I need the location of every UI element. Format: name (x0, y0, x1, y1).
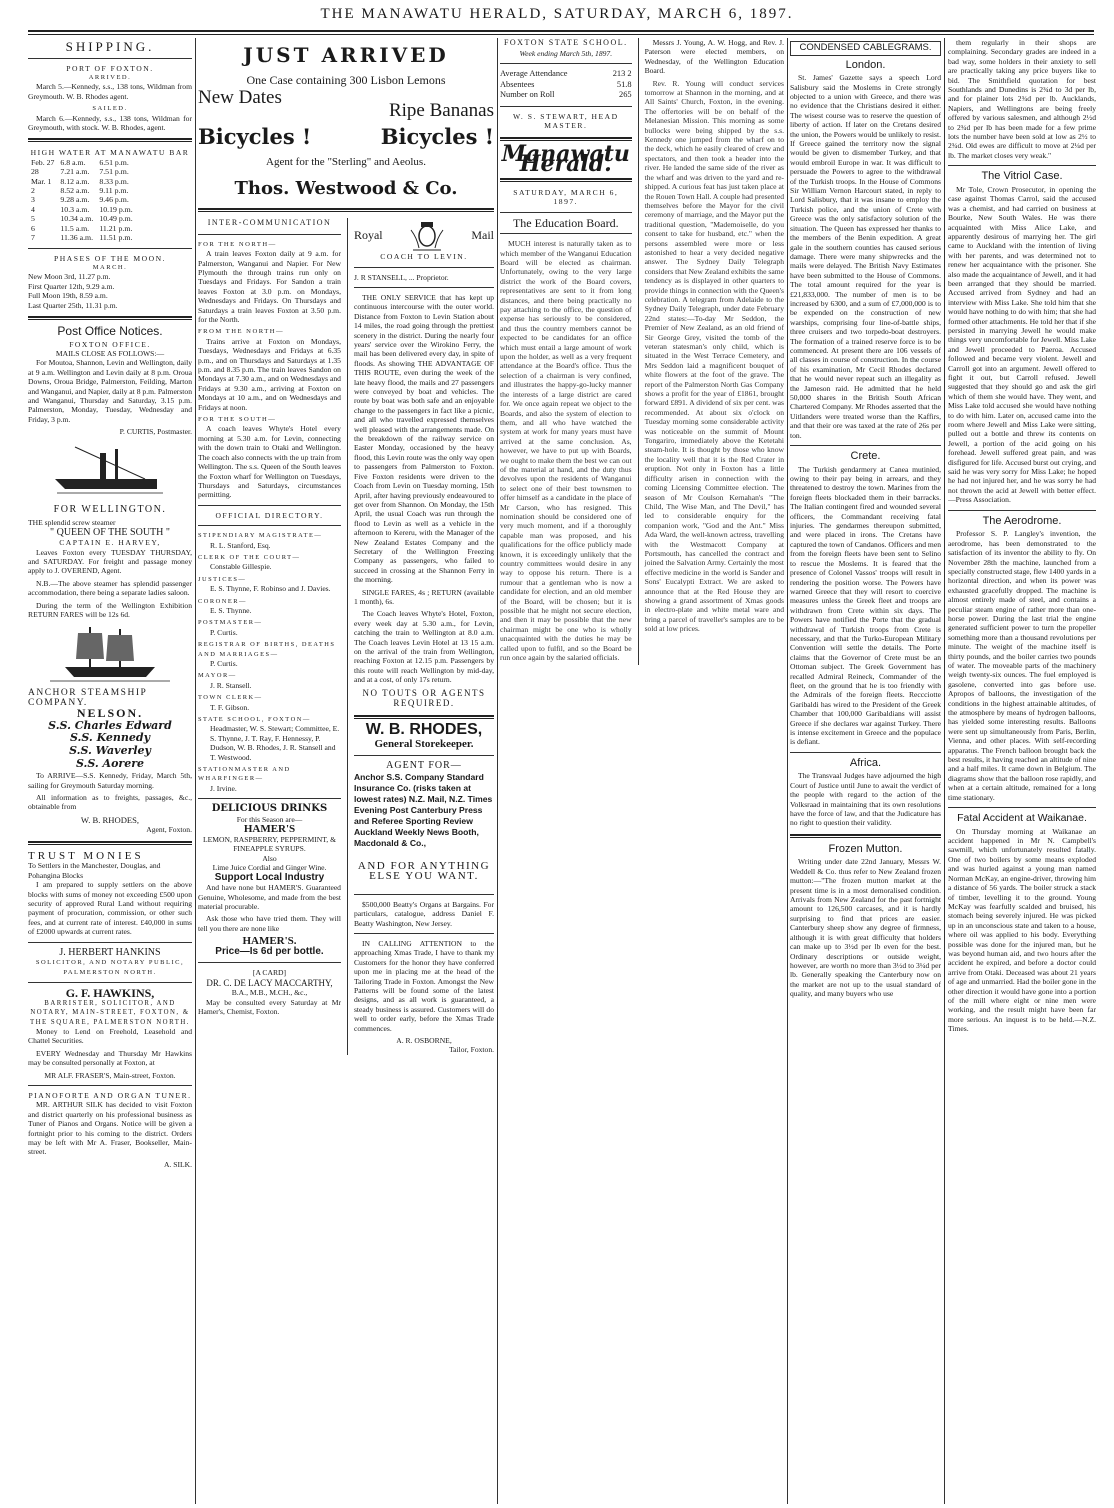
bicycles-row (198, 124, 494, 150)
arrived-heading: ARRIVED. (88, 74, 132, 81)
wb-rhodes-name: W. B. RHODES, (365, 720, 483, 738)
directory-role: REGISTRAR OF BIRTHS, DEATHS AND MARRIAGES— (198, 641, 336, 658)
intercom-title: INTER-COMMUNICATION (207, 218, 332, 228)
captain: CAPTAIN E. HARVEY, (59, 538, 161, 548)
beatty-ad: $500,000 Beatty's Organs at Bargains. For particulars, catalogue, address Daniel F. Beatty Washington, New Jersey. (353, 899, 494, 928)
tide-cell: 11.51 p.m. (99, 233, 133, 243)
tide-row (28, 167, 136, 176)
directory-holder: P. Curtis. (210, 659, 238, 668)
directory-holder: J. Irvine. (210, 783, 237, 793)
column-rule (787, 38, 788, 1504)
fraser-address: MR ALF. FRASER'S, Main-street, Foxton. (44, 1070, 176, 1080)
inner-rule (638, 38, 639, 665)
drinks-title: DELICIOUS DRINKS (211, 803, 328, 815)
lemons-line: One Case containing 300 Lisbon Lemons (246, 72, 446, 87)
mutton-text: Writing under date 22nd January, Messrs W. Weddell & Co. thus refer to New Zealand frozen mutton:—"The frozen mutton market at the present time is in a most demoralised condition. Arrivals from New Zealand for the past fortnight amount to 126,500 carcases, and it is hardly surprising to find that prices are easier. Canterbury sheep show any degree of firmness, although it is with great difficulty that holders can make up to 3½d per lb even for the best. Ordinary descriptions or outside weight, however, are worth no more than 3½d to 3¼d per lb. Generally speaking the Canterbury now on the market are not up to the usual standard of quality, and many buyers who use (790, 857, 941, 999)
coach-text-2: The Coach leaves Whyte's Hotel, Foxton, every week day at 5.30 a.m., for Levin, catching the train to Wellington at 8.0 a.m. The Coach leaves Levin Hotel at 13 15 a.m. on the arrival of the train from Wellington, reaching Foxton at 12.15 p.m. Passengers by this route will reach Wellington by mid-day, and at a cost, of only 17s return. (353, 609, 494, 685)
tide-cell: 9.28 a.m. (60, 195, 90, 205)
south-text: A coach leaves Whyte's Hotel every morning at 5.30 a.m. for Levin, connecting with the down train to Otaki and Wellington. The coach also connects with the up train from Wellington. The s.s. Queen of the South leaves the Foxton wharf for Wellington on Tuesdays, Thursdays and Saturdays, circumstances permitting. (198, 424, 341, 500)
tide-cell: 6.51 p.m. (99, 157, 129, 167)
anchor-nelson: NELSON. (76, 706, 144, 721)
steamer-text: Leaves Foxton every TUESDAY THURSDAY, and SATURDAY. For freight and passage money apply to J. OVEREND, Agent. (28, 547, 192, 576)
tide-cell: 8.33 p.m. (99, 176, 129, 186)
school-stat-row (500, 90, 632, 101)
directory-holder: P. Curtis. (210, 627, 238, 637)
mail-label: Mail (471, 227, 494, 242)
school-week: Week ending March 5th, 1897. (519, 48, 613, 58)
osborne-tailor: Tailor, Foxton. (449, 1045, 494, 1055)
anchor-title: ANCHOR STEAMSHIP COMPANY. (28, 688, 147, 708)
directory-holder: R. L. Stanford, Esq. (210, 540, 271, 550)
masthead-title: THE MANAWATU HERALD, SATURDAY, MARCH 6, 1897. (320, 6, 794, 22)
local-text: Rev. R. Young will conduct services tomorrow at Shannon in the morning, and at All Saints' Church, Foxton, in the evening. The offertories will be on behalf of the Melanesian Mission. This morning as some bullocks were being shipped by the s.s. Kennedy one jumped from the wharf on to the deck, which he easily cleared of crew and spectators, and then took a header into the river. He landed the same side of the river as the wharf and was driven to the yard and re-shipped. A curious feat has just taken place at the Rouen Town Hall. A couple had presented themselves before the Mayor for the civil ceremony of marriage, and the Mayor put the traditional question, "Mademoiselle, do you consent to take for husband, etc." when the persons assembled were more or less astonished to hear a very decided negative answer. The Sydney Daily Telegraph considers that New Zealand exhibits the same tendency as is displayed in other quarters to provide things in connection with the Queen's celebration. A telegram from Adelaide to the Sydney Daily Telegraph, under date February 22nd states:—To-day Mr Seddon, the Premier of New Zealand, as an old friend of Sir George Grey, visited the tomb of the veteran statesman's only child, which is situated in the West Terrace Cemetery, and Mrs Seddon laid a magnificent bouquet of white flowers at the foot of the grave. The report of the Palmerston North Gas Company shows a profit for the year of £1861, brought forward £891. A dividend of six per cent. was recommended. At about six o'clock on Tuesday morning some considerable activity was noticeable on the summit of Mount Tongariro, immediately above the Ketetahi steam-hole. It is thought by those who know the locality well that it is the Red Crater in eruption. Not only in Foxton has a little difficulty arisen in connection with the coming Licensing Committee election. The season of Mr Coulson Kernahan's "The Child, The Wise Man, and The Devil," has led to considerable enquiry for the companion work, "God and the Ant." Miss Ada Ward, the well-known actress, travelling with the Westmacott Company at Portsmouth, has cancelled the contract and joined the Salvation Army. Certainly the most effective medicine in the world is Sander and Sons' Eucalypti Extract. We are asked to announce that at the Red House they are showing a grand assortment of Xmas goods in electro-plate and white metal ware and bring a parcel of traveller's samples are to be sold at low prices. (644, 78, 784, 634)
anchor-agent: Agent, Foxton. (146, 825, 192, 835)
tide-row (28, 186, 136, 195)
moon-phase: First Quarter 12th, 9.29 a.m. (28, 281, 115, 291)
directory-role: STIPENDIARY MAGISTRATE— (198, 532, 323, 540)
new-dates: New Dates (198, 87, 282, 109)
storekeeper: General Storekeeper. (374, 738, 474, 751)
directory-holder: J. R. Stansell. (210, 680, 252, 690)
tide-row (28, 233, 136, 242)
col2-right (354, 218, 494, 1055)
col2-split (198, 218, 494, 1055)
royal-crest-icon (407, 218, 447, 252)
school-stats (500, 69, 632, 101)
mails-text: For Moutoa, Shannon, Levin and Wellington, daily at 9 a.m. Wellington and Levin daily at 8 p.m. Oroua Downs, Oroua Bridge, Palmerston, Feilding, Marton and Wanganui, and Napier, daily at 8 p.m. Palmerston and Wanganui, Thursday and Saturday, 3.15 p.m. Palmerston, Monday, Tuesday, Wednesday and Friday, 3 p.m. (28, 358, 192, 424)
agencies: Anchor S.S. Company Standard Insurance Co. (risks taken at lowest rates) N.Z. Mail, N.Z. Times Evening Post Canterbury Press and Referee Sporting Review Auckland Weekly News Booth, Macdonald & Co., (353, 771, 493, 848)
column-rule (195, 38, 196, 1504)
tide-cell: 7 (31, 233, 35, 243)
ship-name: S.S. Aorere (75, 756, 145, 770)
column-rule (944, 38, 945, 1504)
school-headmaster: W. S. STEWART, HEAD MASTER. (512, 111, 619, 131)
bicycles-left: Bicycles ! (198, 124, 312, 150)
col3-top (500, 38, 784, 665)
moon-list (28, 272, 192, 310)
directory-holder: E. S. Thynne. (210, 605, 252, 615)
hawkins-sub: BARRISTER, SOLICITOR, AND NOTARY, MAIN-STREET, FOXTON, & THE SQUARE, PALMERSTON NORTH. (30, 999, 190, 1026)
tide-row (28, 177, 136, 186)
tide-cell: 9.11 p.m. (99, 186, 129, 196)
doctor-name: DR. C. DE LACY MACCARTHY, (206, 977, 333, 988)
ask-text: Ask those who have tried them. They will tell you there are none like (198, 914, 341, 933)
directory-holder: Headmaster, W. S. Stewart; Committee, E. S. Thynne, J. T. Ray, F. Hennessy, P. Dudson, W. B. Rhodes, J. R. Stansell and T. Westwood. (210, 724, 340, 762)
mutton-heading: Frozen Mutton. (828, 842, 903, 855)
hankins-sub: SOLICITOR, AND NOTARY PUBLIC, PALMERSTON NORTH. (35, 959, 185, 976)
tide-cell: Mar. 1 (31, 176, 52, 186)
school-stat-row (500, 69, 632, 80)
cables-title: CONDENSED CABLEGRAMS. (790, 41, 941, 56)
tide-title: HIGH WATER AT MANAWATU BAR (30, 148, 190, 158)
agent-for: AGENT FOR— (386, 760, 462, 771)
card-label: [A CARD] (252, 968, 287, 978)
tide-cell: 3 (31, 195, 35, 205)
inner-rule (347, 218, 348, 1055)
directory-role: JUSTICES— (198, 575, 247, 583)
tide-table (28, 158, 136, 243)
board-text: MUCH interest is naturally taken as to which member of the Wanganui Education Board will be elected as chairman. Unfortunately, owing to the very large district the work of the Board covers, representatives are sent to it from long distances, and there being practically no pay attaching to the office, the question of expense has seriously to be considered, and thus the country members cannot be expected to be candidates for an office which must entail a large amount of work upon the holder, as well as a very frequent attendance at the Board's office. Thus the selection of a chairman is very confined, and illustrates the happy-go-lucky manner the interests of a large district are cared for. We once again repeat we object to the Boards, and also the system of election to them, and all who have watched the system at work for many years must have arrived at the same conclusion. As, however, we have to put up with Boards, we ought to make them the best we can out of the material at hand, and the duty thus devolves upon the residents of Wanganui to select one of their best townsmen to offer himself as a candidate in the place of Mr Carson, who has resigned. This nomination should be considered one of very much moment, and if a thoroughly capable man was proposed, and his qualifications for the office publicly made known, it is exceedingly unlikely that the country committees would desire in any way to oppose his return. There is a rumour that a gentleman who is now a candidate for election, and an old member of the Board, will be chosen; but it is possible that he might not secure election, and then it may be possible that the new chairman might be one who is wholly unacquainted with the duties he may be called upon to fulfil, and so the Board be run once again by the salaried officials. (500, 239, 632, 663)
masthead-rule (28, 30, 1094, 35)
port-heading: PORT OF FOXTON. (66, 63, 154, 73)
tide-row (28, 224, 136, 233)
post-office-title: Post Office Notices. (57, 323, 163, 338)
directory-role: MAYOR— (198, 672, 237, 680)
tide-cell: 7.51 p.m. (99, 167, 129, 177)
directory-role: POSTMASTER— (198, 619, 263, 627)
anchor-text: To ARRIVE—S.S. Kennedy, Friday, March 5th, sailing for Greymouth Saturday morning. (28, 771, 192, 790)
tide-cell: Feb. 27 (31, 157, 55, 167)
hawkins-wed: EVERY Wednesday and Thursday Mr Hawkins may be consulted personally at Foxton, at (28, 1048, 192, 1068)
silk-signature: A. SILK. (163, 1159, 192, 1169)
bicycle-agent: Agent for the "Sterling" and Aeolus. (266, 155, 426, 168)
stat-value: 213 2 (612, 69, 632, 78)
london-heading: London. (845, 58, 886, 71)
bicycles-right: Bicycles ! (380, 124, 494, 150)
moon-phase: Last Quarter 25th, 11.31 p.m. (28, 300, 118, 310)
steamer-line: THE splendid screw steamer (28, 518, 116, 528)
school-stat-row (500, 80, 632, 91)
tide-cell: 6 (31, 223, 35, 233)
crete-heading: Crete. (850, 450, 881, 463)
trust-sub: To Settlers in the Manchester, Douglas, and Pohangina Blocks (28, 861, 161, 880)
ship-name: S.S. Charles Edward (48, 718, 172, 732)
piano-title: PIANOFORTE AND ORGAN TUNER. (28, 1090, 192, 1100)
sailed-text: March 6.—Kennedy, s.s., 138 tons, Wildman for Greymouth, with stock. W. B. Rhodes, agent. (28, 113, 192, 133)
royal-label: Royal (353, 227, 383, 242)
fatal-text: On Thursday morning at Waikanae an accident happened in Mr N. Campbell's sawmill, which unfortunately resulted fatally. One of two boilers by some means exploded and was hurled against a young man named Norman McKay, an engine-driver, throwing him a distance of 56 yards. The boiler struck a stack of timber, levelling it to the ground. Young McKay was fearfully scalded and bruised, his stomach being severely injured. He was picked up in an unconscious state and taken to a house, where oil was applied to his body. Everything possible was done for the injured man, but he was beyond human aid, and two hours after the accident he expired, and before a doctor could arrive from Otaki. Deceased was about 21 years of age and unmarried. Had the boiler gone in the other direction it would have gone into a portion of the mill where eight or nine men were working, and the result might have been far more serious. An inquest is to be held.—N.Z. Times. (948, 826, 1096, 1034)
trust-text: I am prepared to supply settlers on the above blocks with sums of money not exceeding £500 upon security of approved Rural Land without requiring payment of procuration, commission, or other such fees, and at current rate of interest. £40,000 in sums of £2000 upwards at current rates. (28, 880, 192, 937)
for-north: FOR THE NORTH— (198, 240, 277, 248)
anchor-rhodes: W. B. RHODES, (80, 814, 140, 825)
column-4 (790, 38, 941, 1504)
no-touts: NO TOUTS OR AGENTS REQUIRED. (362, 687, 486, 709)
steamer-nb: N.B.—The above steamer has splendid passenger accommodation, there being a separate ladies saloon. (28, 578, 192, 598)
fatal-heading: Fatal Accident at Waikanae. (957, 812, 1087, 825)
column-1 (28, 38, 192, 1504)
vitriol-heading: The Vitriol Case. (981, 170, 1063, 183)
support-title: Support Local Industry (214, 871, 325, 883)
paper-name: Manawatu Herald. (501, 140, 630, 178)
col3-top-left (500, 38, 632, 665)
tide-cell: 10.34 a.m. (60, 214, 94, 224)
calling-attention: IN CALLING ATTENTION to the approaching Xmas Trade, I have to thank my Customers for the honor they have conferred upon me in placing me at the head of the Tailoring Trade in Foxton. Amongst the New Patterns will be found some of the latest designs, and as all work is guaranteed, a steady business is assured. Customers will do well to order early, before the Xmas Trade commences. (353, 939, 494, 1033)
paper-date: SATURDAY, MARCH 6, 1897. (513, 187, 619, 207)
masthead (0, 0, 1114, 34)
mails-close: MAILS CLOSE AS FOLLOWS:— (55, 348, 165, 358)
tide-cell: 8.52 a.m. (60, 186, 90, 196)
and-for-anything: AND FOR ANYTHING ELSE YOU WANT. (357, 859, 491, 883)
directory-holder: T. F. Gibson. (210, 702, 250, 712)
school-title: FOXTON STATE SCHOOL. (503, 38, 628, 47)
tide-row (28, 158, 136, 167)
for-south: FOR THE SOUTH— (198, 416, 277, 424)
tide-cell: 11.5 a.m. (60, 223, 90, 233)
stansell-proprietor: J. R STANSELL, ... Proprietor. (353, 272, 449, 282)
tide-cell: 10.49 p.m. (99, 214, 133, 224)
westwood-name: Thos. Westwood & Co. (234, 177, 458, 199)
hamers-repeat: HAMER'S. (242, 935, 297, 948)
local-title: Messrs J. Young, A. W. Hogg, and Rev. J. Paterson were elected members, on Wednesday, of the Wellington Education Board. (644, 38, 784, 76)
board-title: The Education Board. (512, 215, 619, 230)
syrups: LEMON, RASPBERRY, PEPPERMINT, & FINEAPPLE SYRUPS. (202, 834, 337, 854)
drinks-sub: For this Season are— (236, 814, 303, 824)
column-rule (497, 38, 498, 1504)
also: Also (262, 853, 277, 863)
directory-title: OFFICIAL DIRECTORY. (215, 510, 324, 520)
coach-title: COACH TO LEVIN. (380, 252, 468, 262)
arrived-text: March 5.—Kennedy, s.s., 138 tons, Wildman from Greymouth. W. B. Rhodes agent. (28, 82, 192, 101)
tide-cell: 2 (31, 186, 35, 196)
tide-row (28, 205, 136, 214)
sailing-ship-icon (50, 623, 170, 685)
tide-cell: 4 (31, 204, 35, 214)
exhibition-note: During the term of the Wellington Exhibition RETURN FARES will be 12s 6d. (28, 600, 192, 620)
tide-cell: 7.21 a.m. (60, 167, 90, 177)
directory-role: TOWN CLERK— (198, 694, 263, 702)
tide-cell: 6.8 a.m. (60, 157, 86, 167)
tide-cell: 10.19 p.m. (99, 204, 133, 214)
tide-cell: 10.3 a.m. (60, 204, 90, 214)
doctor-degrees: B.A., M.B., M.CH., &c., (231, 988, 308, 998)
from-north: FROM THE NORTH— (198, 328, 285, 336)
directory-role: CORONER— (198, 597, 247, 605)
stat-label: Average Attendance (500, 69, 568, 78)
hankins-name: J. HERBERT HANKINS (59, 946, 161, 958)
royal-mail-header (354, 218, 494, 252)
moon-phase: New Moon 3rd, 11.27 p.m. (28, 272, 111, 282)
moon-title: PHASES OF THE MOON. (54, 253, 166, 263)
directory-list (198, 531, 341, 793)
shipping-title: SHIPPING. (65, 39, 155, 54)
tide-cell: 11.21 p.m. (99, 223, 133, 233)
tide-cell: 9.46 p.m. (99, 195, 129, 205)
postmaster: P. CURTIS, Postmaster. (119, 427, 192, 437)
directory-role: STATIONMASTER AND WHARFINGER— (198, 766, 291, 783)
column-5 (948, 38, 1096, 1504)
stat-value: 51.8 (616, 79, 632, 89)
tide-cell: 5 (31, 214, 35, 224)
north-text: A train leaves Foxton daily at 9 a.m. for Palmerston, Wanganui and Napier. For New Plymouth the through trains run only on Tuesdays and Fridays. For Sandon a train leaves Foxton at 3.0 p.m. on Mondays, Wednesdays and Fridays. On Thursdays and Saturdays a train leaves Foxton at 3.50 p.m. for the North. (198, 249, 341, 324)
tide-row (28, 214, 136, 223)
col2-left (198, 218, 341, 1055)
crete-text: The Turkish gendarmery at Canea mutinied, owing to their pay being in arrears, and they threatened to destroy the town. Marines from the foreign fleets blockaded them in their barracks. The Italian contingent fired and wounded several officers, the Commandant receiving fatal injuries. The gendarmes thereupon submitted, and were placed in irons. The Cretans have captured the town of Candanos. Officers and men from the foreign fleets have been sent to Selino to rescue the Moslems. It is feared that the presence of Colonel Vassos' troops will result in rendering the position worse. The Powers have warned Greece that they will resort to coercive measures unless the Greek fleet and troops are withdrawn from Crete within six days. The Powers have notified the Porte that the gradual withdrawal of Turkish troops from Crete is necessary, and that the Turko-European Military Convention will settle the details. The Porte claims that the Governor of Crete must be an Ottoman subject. The Greek Government has recalled Admiral Reineck, Commander of the fleet, on the ground that he is too friendly with the Admirals of the foreign fleets. Reccciotte Garibaldi has wired to the President of the Greek Chamber that 100,000 Garibaldians will assist Greece if she declares war against Turkey. There is intense excitement in Greece and the populace is defiant. (790, 464, 941, 747)
ship-name: S.S. Kennedy (70, 731, 150, 745)
column-3 (500, 38, 784, 1504)
post-office-sub: FOXTON OFFICE. (69, 339, 151, 349)
ship-list (28, 718, 192, 770)
just-arrived: JUST ARRIVED (243, 43, 449, 67)
directory-role: STATE SCHOOL, FOXTON— (198, 716, 311, 724)
money-to-lend: Money to Lend on Freehold, Leasehold and Chattel Securities. (28, 1026, 192, 1046)
from-north-text: Trains arrive at Foxton on Mondays, Tuesdays, Wednesdays and Fridays at 6.35 p.m., and on Thursdays and Saturdays at 1.35 p.m. and 8.35 p.m. The train leaves Sandon on Mondays at 7.30 a.m., and on Wednesdays and Fridays at 9.30 a.m., arriving at Foxton on Mondays at 10 a.m., and on Wednesdays and Fridays at noon. (198, 336, 341, 412)
tide-cell: 11.36 a.m. (60, 233, 94, 243)
stat-label: Number on Roll (500, 90, 555, 100)
support-text: And have none but HAMER'S. Guaranteed Genuine, Wholesome, and made from the best material procurable. (198, 883, 341, 911)
directory-role: CLERK OF THE COURT— (198, 553, 301, 561)
moon-month: MARCH. (92, 263, 128, 271)
coach-fares: SINGLE FARES, 4s ; RETURN (available 1 month), 6s. (353, 587, 494, 606)
africa-text: The Transvaal Judges have adjourned the high Court of Justice until June to await the verdict of the people with regard to the action of the Volksraad in maintaining that its own resolutions have the force of law, and that the Judicature has no right to question their validity. (790, 771, 941, 828)
vitriol-text: Mr Tole, Crown Prosecutor, in opening the case against Thomas Carrol, said the accused was a chemist, and had carried on business at Bourke, New South Wales. He was there acquainted with Miss Alice Lake, and apparently desirous of marrying her. The girl came to Auckland with the intention of living with her parents, and was determined not to renew her acquaintance with the prisoner. She also made the acquaintance of Jewell, and it had been arranged that they should be married. Accused arrived from Sydney and had an interview with Miss Lake. She told him that she would have nothing to do with him; that she had formed other attachments. He told her that if she persisted in marrying Jewell he would make things very uncomfortable for Jewell. Miss Lake and Jewell proceeded to Paeroa. Accused followed and became very violent. Jewell and Carroll got into an argument. Jewell offered to fight it out, but Carroll refused. Jewell suggested that they should go and ask the girl which of them she would have. They went, and Miss Lake told accused she would have nothing to do with him. Later on, accused came into the room where Jewell and Miss Lake were sitting, pulled out a bottle and threw its contents on Jewell, a portion of the acid going on his forehead. Jewell suffered great pain, and was disfigured for life. Accused burst out crying, and said he was very sorry for Miss Lake; he hoped he had not injured her, and he was sorry he had not thrown the acid at Jewell with better effect.—Press Association. (948, 184, 1096, 505)
tide-cell: 28 (31, 167, 39, 177)
anchor-info: All information as to freights, passages, &c., obtainable from (28, 793, 192, 812)
steamer-illustration-icon (55, 441, 165, 501)
africa-heading: Africa. (849, 756, 882, 769)
osborne-name: A. R. OSBORNE, (396, 1036, 452, 1046)
column-2 (198, 38, 494, 1504)
stat-value: 265 (619, 90, 632, 100)
aerodrome-text: Professor S. P. Langley's invention, the aerodrome, has been demonstrated to the satisfaction of its inventor the ability to fly. On November 28th the machine, launched from a specially constructed stage, flew 1400 yards in a horizontal direction, and when its power was exhausted gracefully dropped. The machine is almost entirely made of steel, and contains a peculiar steam engine of rather more than one-horse power. During the last trial the engine generated sufficient power to turn the propeller something more than a thousand revolutions per minute. The weight of the machine itself is thirty pounds, and the boiler carries two pounds of water. The moveable parts of the machinery weigh twenty-six ounces. The fuel employed is gasolene, converted into gas before use. Apropos of balloons, the investigation of the conditions in the highest attainable altitudes, of the atmosphere by means of hydrogen balloons, has yielded some interesting results. Balloons were sent up simultaneously from Paris, Berlin, Vienna, and other places. With self-recording apparatus. The French balloon brought back the best results, it having reached an altitude of nine and a half miles. It came down in Belgium. The diagrams show that the balloon rose rapidly, and when at a certain altitude, remained for a long time stationary. (948, 529, 1096, 802)
ship-name: S.S. Waverley (69, 744, 151, 758)
stat-label: Absentees (500, 79, 535, 89)
tide-row (28, 195, 136, 204)
coach-text: THE ONLY SERVICE that has kept up continuous intercourse with the outer world. Distance from Foxton to Levin Station about 14 miles, the road going through the prettiest scenery in the district. During the nearly four years' service over the Wirokino Ferry, the mail has been delivered every day, in spite of floods. As showing THE ADVANTAGE OF THIS ROUTE, even during the week of the late heavy flood, the mails and 27 passengers were conveyed by boat and vehicles. The route by boat was both safe and an enjoyable change to the passengers in fact like a picnic, and all who travelled expressed themselves well pleased with the arrangements made. On the breakdown of the railway service on Easter Monday, occasioned by the heavy flood, this Levin route was the only way open to passengers from Palmerston to Foxton. Five Foxton residents were driven to the Coach from Levin on Tuesday morning, 15th April, after having previously endeavoured to get over from Shannon. On Monday, the 15th April, the usual Coach was run through the flood to Levin as well as a vehicle in the afternoon to Kereru, with the Manager of the New Zealand Estates Company and the Secretary of the Wellington Freezing Company as passengers, who failed to succeed in crossing at the Shannon Ferry in the morning. (353, 292, 494, 585)
london-text: St. James' Gazette says a speech Lord Salisbury said the Moslems in Crete strongly objected to a union with Greece, and there was no evidence that the Christians desired it either. The wisest course was to reserve the question of liberty of action. If later on the Cretans desired the union, the Powers would be unlikely to resist. If Greece gained the territory now the signal would be given to dismember Turkey, and that would embroil Europe in war. It was difficult to persuade the Powers to agree to the withdrawal of the Turkish troops. In the House of Commons Sir William Vernon Harcourt stated, in reply to Lord Salisbury, that it was insane to employ the Turkish police, and the union of Crete with Greece was the only satisfactory solution of the situation. The Queen has expressed her thanks to the members of the Benin expedition. A great gale in the southern counties has caused serious damage. There were many shipwrecks and the mails were delayed. The British Navy Estimates have been submitted to the House of Commons. The total amount required for the year is £21,833,000. The number of men is to be increased by 6300, and a sum of £7,000,000 is to be expended on the construction of new warships, comprising four line-of-battle ships, three cruisers and two torpedo-boat destroyers. The formation of a trained reserve force is to be commenced. At present there are 106 vessels of all classes in course of construction. In the course of his examination, Mr Cecil Rhodes declared that he would never repeat such an illegality as the Jameson raid. He admitted that he held 50,000 shares in the British South African Chartered Company. Mr Rhodes asserted that the Uitlanders were treated worse than the Kaffirs, and that their ore was taxed at the rate of 26s per ton. (790, 73, 941, 440)
col3-top-right (645, 38, 784, 665)
hawkins-name: G. F. HAWKINS, (65, 986, 155, 1001)
hamers-title: HAMER'S (243, 823, 296, 836)
steamer-name: " QUEEN OF THE SOUTH " (50, 526, 170, 538)
trust-title: TRUST MONIES (28, 849, 144, 862)
tide-cell: 8.12 a.m. (60, 176, 90, 186)
directory-holder: Constable Gillespie. (210, 562, 272, 572)
directory-holder: E. S. Thynne, F. Robinso and J. Davies. (210, 584, 331, 594)
moon-phase: Full Moon 19th, 8.59 a.m. (28, 291, 108, 301)
price-line: Price—Is 6d per bottle. (215, 945, 324, 957)
ripe-bananas: Ripe Bananas (388, 99, 494, 121)
sailed-heading: SAILED. (92, 105, 128, 113)
aerodrome-heading: The Aerodrome. (982, 514, 1062, 527)
piano-text: MR. ARTHUR SILK has decided to visit Foxton and district quarterly on his professional business as Tuner of Pianos and Organs. Notice will be given a fortnight prior to his coming to the district. Orders may be left with Mr A. Fraser, Bookseller, Main-street. (28, 1100, 192, 1157)
wellington-title: FOR WELLINGTON. (53, 503, 167, 515)
doctor-text: May be consulted every Saturday at Mr Hamer's, Chemist, Foxton. (198, 997, 341, 1017)
cordial: Lime Juice Cordial and Ginger Wine. (212, 863, 327, 873)
mutton-continued: them regularly in their shops are complaining. Secondary grades are indeed in a bad way, some holders in their anxiety to sell are practically taking any price buyers like to bid. The Smithfield quotation for best Southlands and Dunedins is 2¾d to 3d per lb, and for plainer lots 2¾d per lb. Aucklands, Napiers, and Wellingtons are being freely offered by various salesmen, and although 2½d to 2¾d per lb has been made for a few prime lots the number have been sold at low as 2½ to 2¾d. Old ewes are difficult to move at 2¼d per lb. The market closes very weak." (948, 38, 1096, 160)
